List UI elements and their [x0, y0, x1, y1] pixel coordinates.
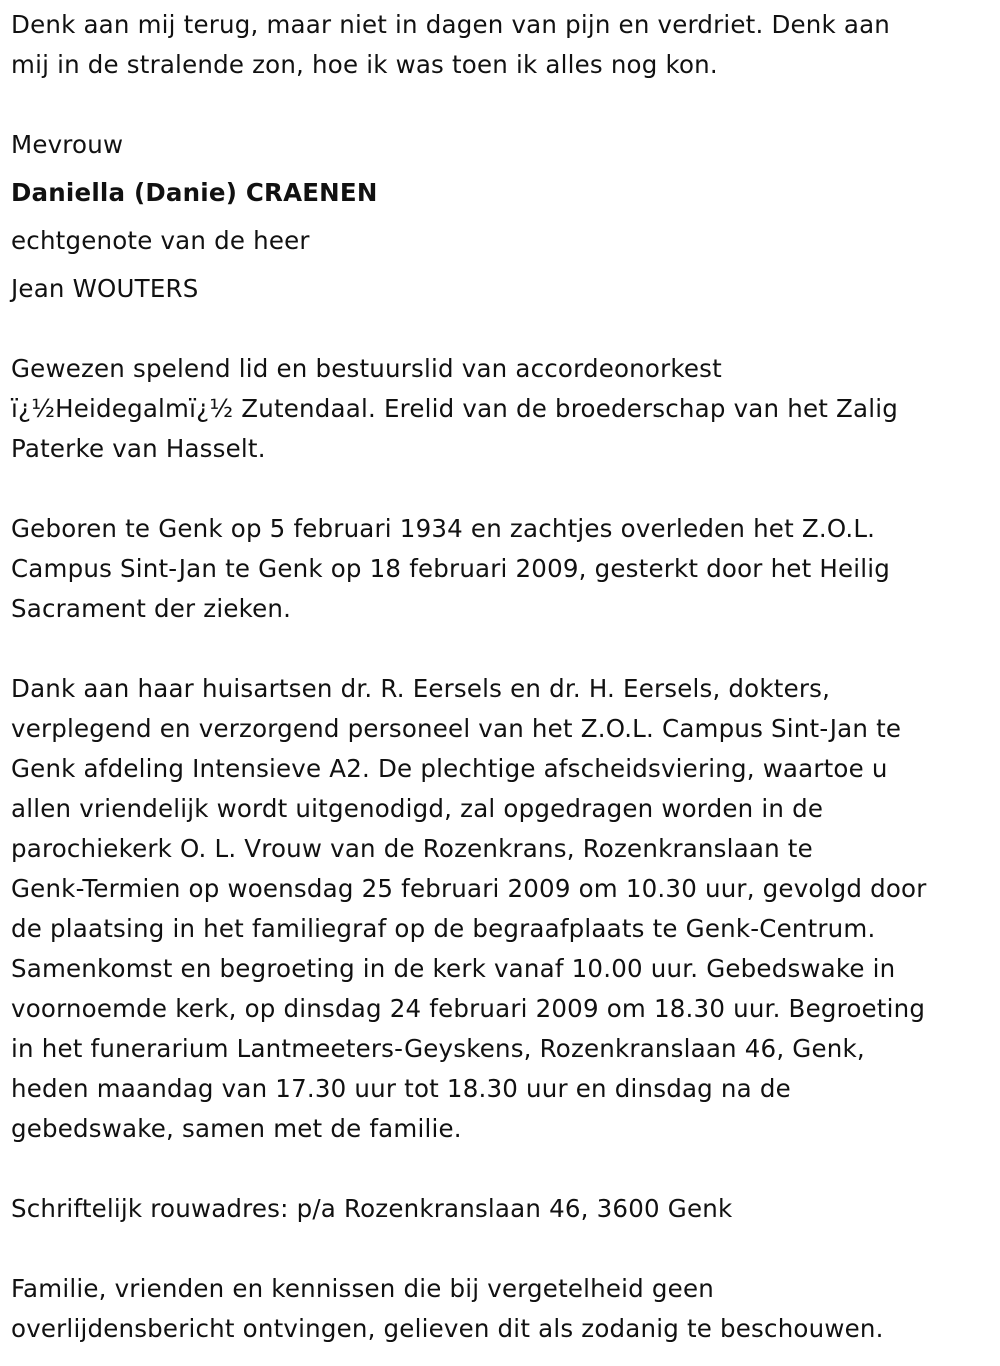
- membership-paragraph: Gewezen spelend lid en bestuurslid van accordeonorkest ï¿½Heidegalmï¿½ Zutendaal. Erelid van de broederschap van het Zalig Paterke van Hasselt.: [11, 354, 898, 463]
- deceased-name: Daniella (Danie) CRAENEN: [11, 178, 378, 207]
- thanks-ceremony-paragraph: Dank aan haar huisartsen dr. R. Eersels en dr. H. Eersels, dokters, verplegend en verzorgend personeel van het Z.O.L. Campus Sint-Jan te Genk afdeling Intensieve A2. De plechtige afscheidsviering, waartoe u allen vriendelijk wordt uitgenodigd, zal opgedragen worden in de parochiekerk O. L. Vrouw van de Rozenkrans, Rozenkranslaan te Genk-Termien op woensdag 25 februari 2009 om 10.30 uur, gevolgd door de plaatsing in het familiegraf op de begraafplaats te Genk-Centrum. Samenkomst en begroeting in de kerk vanaf 10.00 uur. Gebedswake in voornoemde kerk, op dinsdag 24 februari 2009 om 18.30 uur. Begroeting in het funerarium Lantmeeters-Geyskens, Rozenkranslaan 46, Genk, heden maandag van 17.30 uur tot 18.30 uur en dinsdag na de gebedswake, samen met de familie.: [11, 674, 927, 1143]
- motto-paragraph: Denk aan mij terug, maar niet in dagen van pijn en verdriet. Denk aan mij in de stralende zon, hoe ik was toen ik alles nog kon.: [11, 10, 891, 79]
- salutation: Mevrouw: [11, 130, 124, 159]
- relation-line: echtgenote van de heer: [11, 226, 310, 255]
- spouse-name: Jean WOUTERS: [11, 274, 199, 303]
- closing-paragraph: Familie, vrienden en kennissen die bij vergetelheid geen overlijdensbericht ontvingen, gelieven dit als zodanig te beschouwen.: [11, 1274, 884, 1343]
- mourning-address: Schriftelijk rouwadres: p/a Rozenkranslaan 46, 3600 Genk: [11, 1194, 733, 1223]
- birth-death-paragraph: Geboren te Genk op 5 februari 1934 en zachtjes overleden het Z.O.L. Campus Sint-Jan te Genk op 18 februari 2009, gesterkt door het Heilig Sacrament der zieken.: [11, 514, 891, 623]
